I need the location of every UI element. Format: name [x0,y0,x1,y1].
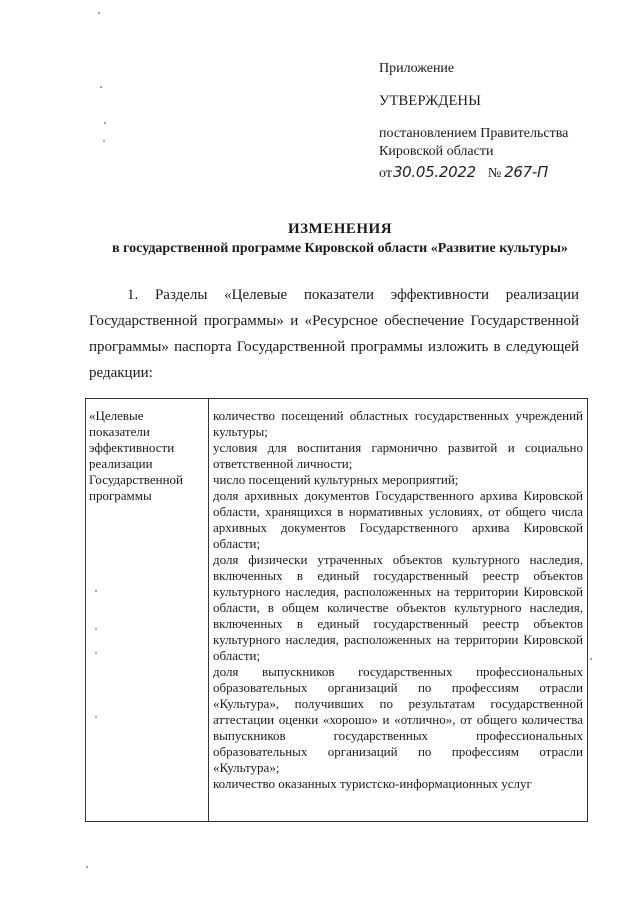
approved-label: УТВЕРЖДЕНЫ [379,93,482,109]
title-subheading: в государственной программе Кировской области «Развитие культуры» [112,241,568,256]
left-line: показатели [89,424,150,439]
scan-speck [95,716,97,718]
document-title [60,220,620,258]
date-prefix: от [379,166,392,181]
decree-line-2: Кировской области [379,144,494,159]
scan-speck [86,866,88,868]
indicator-item: условия для воспитания гармонично развитой и социально ответственной личности; [213,440,583,471]
program-table [85,398,588,822]
indicator-item: количество оказанных туристско-информационных услуг [213,776,532,791]
scan-speck [95,590,97,592]
indicator-item: количество посещений областных государственных учреждений культуры; [213,408,583,439]
left-line: «Целевые [89,408,144,423]
decree-line-1: постановлением Правительства [379,126,569,141]
handwritten-number: 267-П [504,163,549,181]
scan-speck [100,86,102,88]
indicator-item: доля выпускников государственных профессиональных образовательных организаций по профессиям отрасли «Культура», получивших по результатам государственной аттестации оценки «хорошо» и «отлично», от общего количества выпускников государственных профессиональных образовательных организаций по профессиям отрасли «Культура»; [213,664,583,775]
indicator-item: доля физически утраченных объектов культурного наследия, включенных в единый государственный реестр объектов культурного наследия, расположенных на территории Кировской области, в общем количестве объектов культурного наследия, включенных в единый государственный реестр объектов культурного наследия, расположенных на территории Кировской области; [213,552,583,663]
number-sign: № [487,166,502,181]
body-paragraph: 1. Разделы «Целевые показатели эффективности реализации Государственной программы» и «Ресурсное обеспечение Государственной программы» паспорта Государственной программы изложить в следующей редакции: [89,287,579,381]
left-line: Государственной [89,472,184,487]
handwritten-date: 30.05.2022 [392,163,476,181]
scan-speck [104,122,106,124]
scan-speck [95,628,97,630]
left-line: программы [89,488,152,503]
indicator-item: доля архивных документов Государственного архива Кировской области, хранящихся в нормативных условиях, от общего числа архивных документов Государственного архива Кировской области; [213,488,583,551]
scan-speck [98,12,100,14]
scan-speck [103,140,105,142]
table-right-cell [209,399,587,821]
scan-speck [95,652,97,654]
scan-speck [590,658,592,660]
decree-date-line [379,163,619,183]
title-heading: ИЗМЕНЕНИЯ [287,221,393,237]
left-line: эффективности [89,440,175,455]
indicator-item: число посещений культурных мероприятий; [213,472,459,487]
approval-block [379,60,619,183]
left-line: реализации [89,456,153,471]
appendix-label: Приложение [379,61,455,76]
table-left-cell [86,399,209,821]
